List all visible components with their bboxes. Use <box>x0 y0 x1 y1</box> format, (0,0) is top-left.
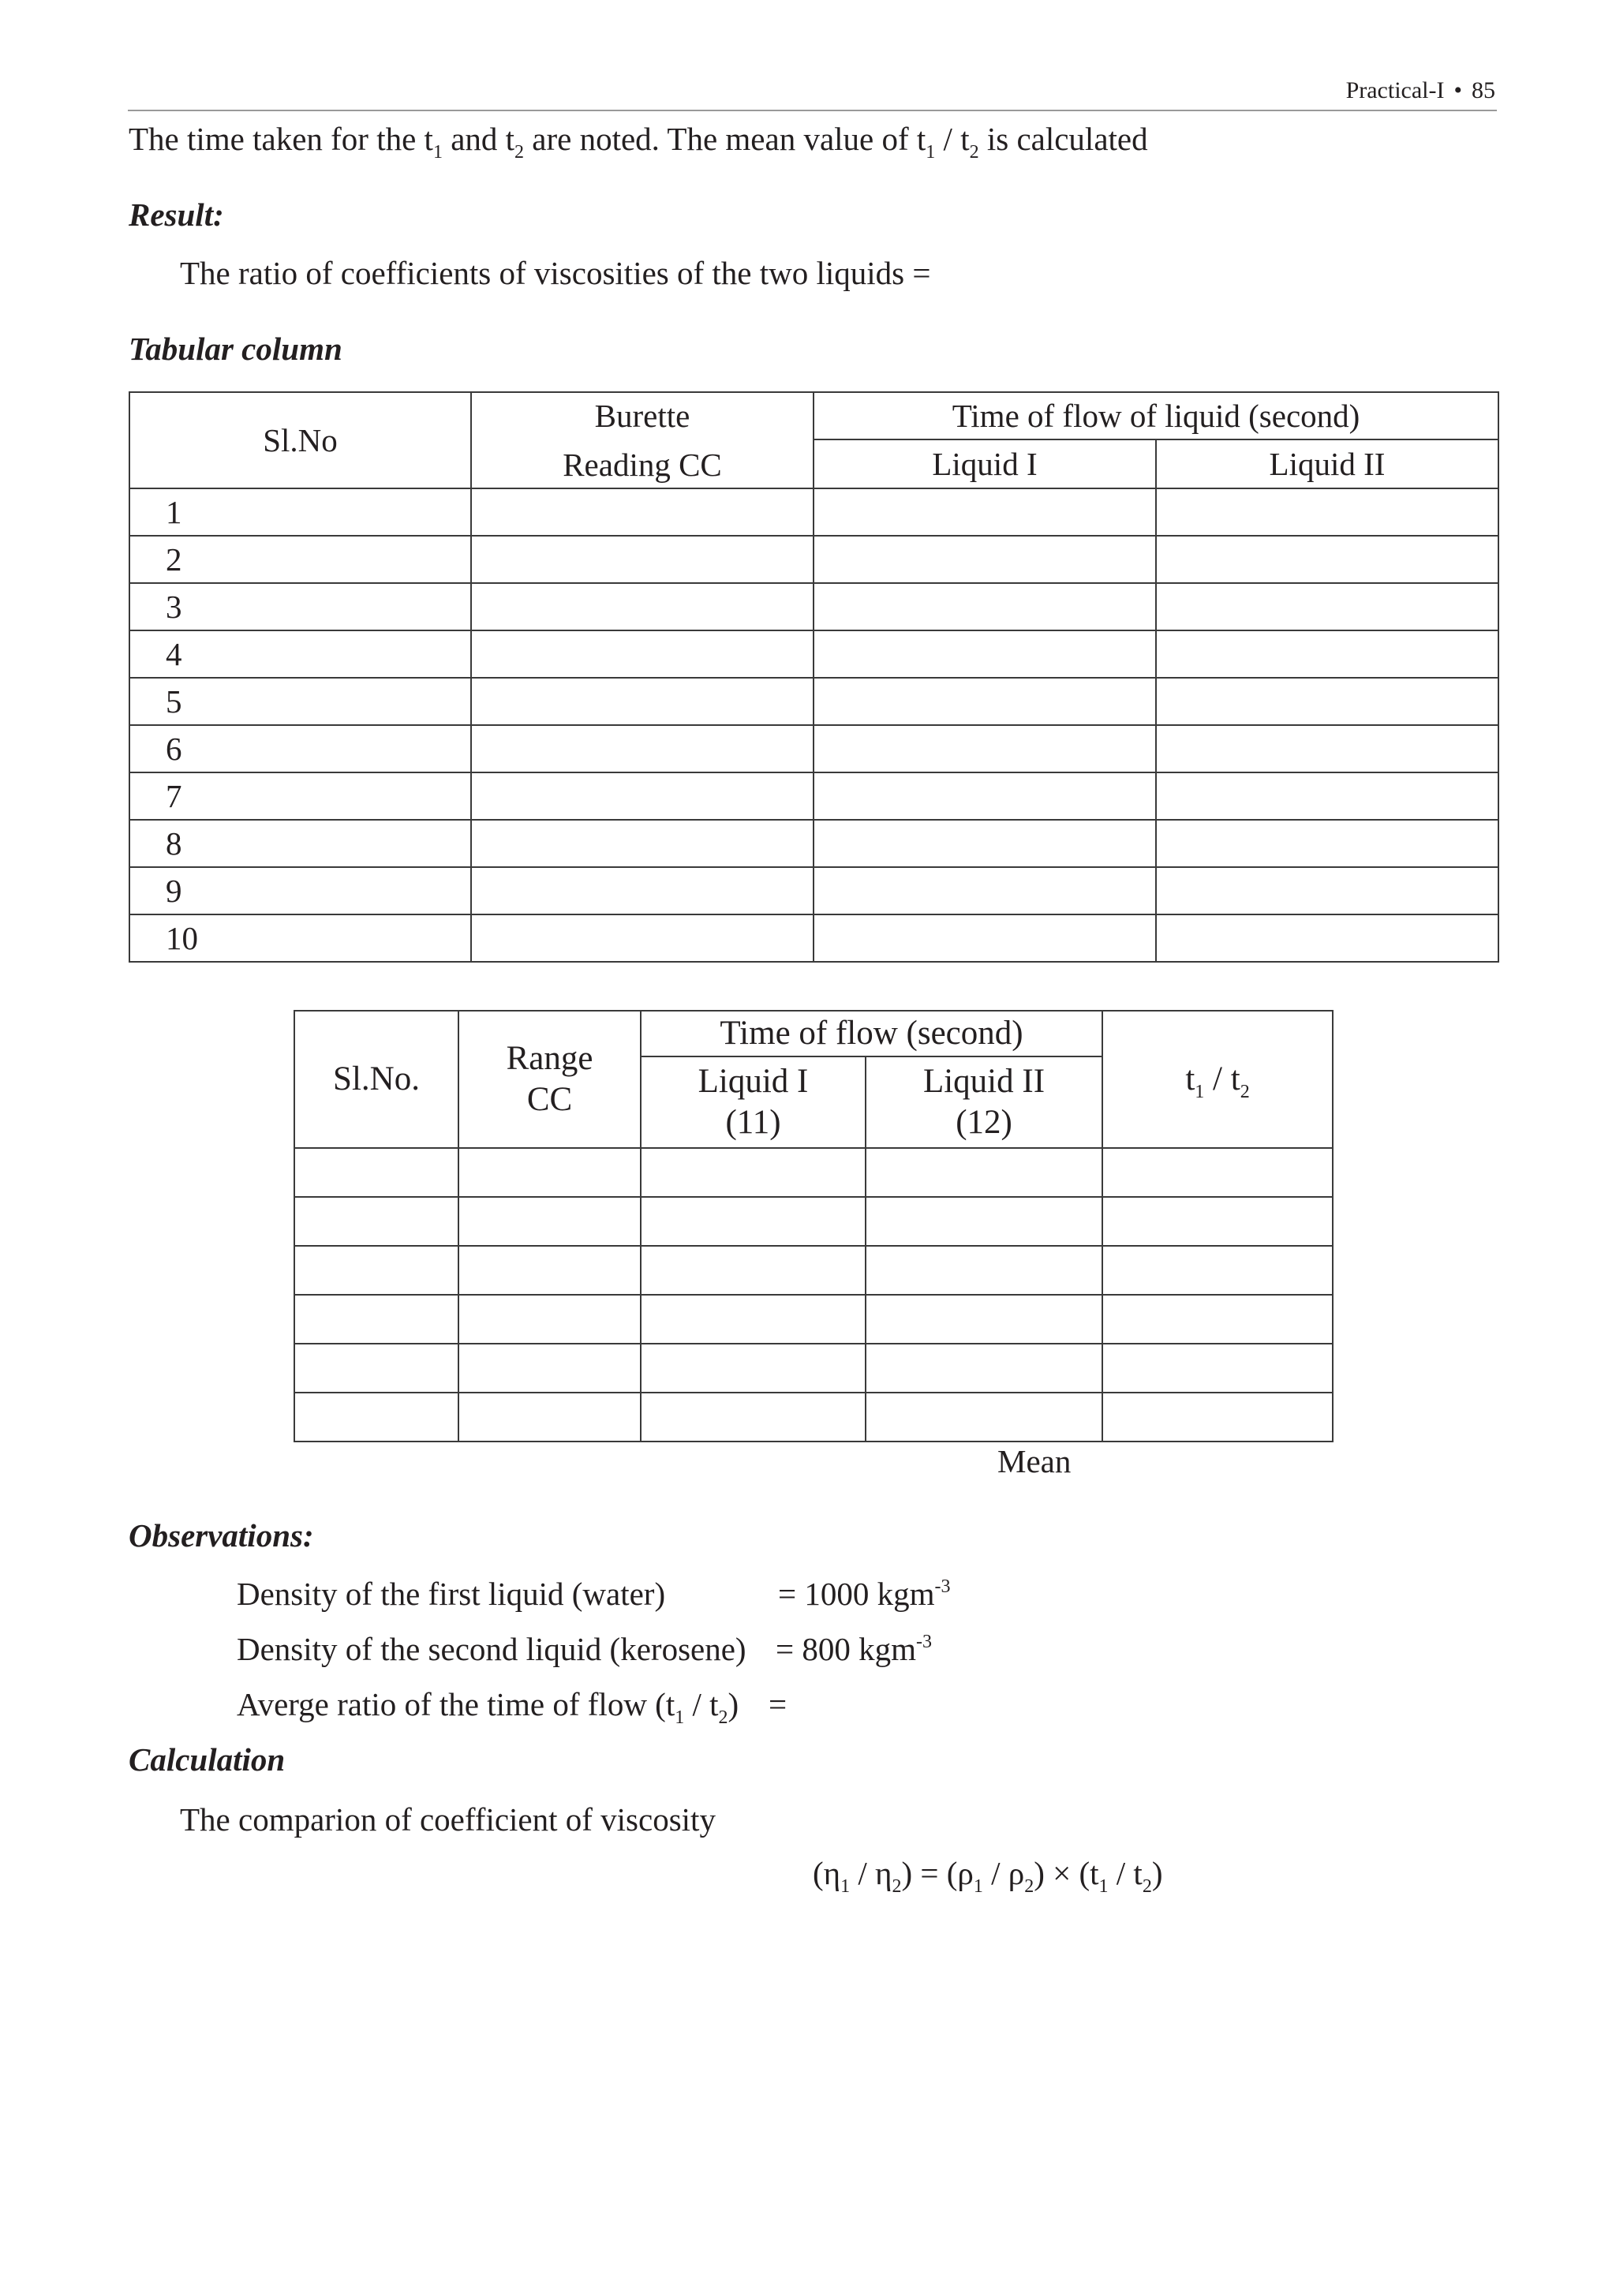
row-number: 2 <box>129 536 471 583</box>
row-number: 7 <box>129 772 471 820</box>
empty-cell <box>814 488 1156 536</box>
obs-value-sup: -3 <box>934 1576 951 1597</box>
row-number: 6 <box>129 725 471 772</box>
empty-cell <box>814 536 1156 583</box>
empty-cell <box>814 772 1156 820</box>
empty-cell <box>866 1197 1102 1246</box>
table-row <box>129 867 1498 914</box>
formula-part: ) = (ρ <box>901 1855 974 1891</box>
empty-cell <box>458 1295 641 1344</box>
empty-cell <box>1156 867 1498 914</box>
intro-sub: 1 <box>926 142 936 163</box>
formula-part: ) × (t <box>1034 1855 1099 1891</box>
avg-part: ) <box>728 1686 739 1722</box>
obs-density-kerosene-label: Density of the second liquid (kerosene) <box>237 1631 746 1667</box>
col-header-slno: Sl.No <box>129 392 471 488</box>
empty-cell <box>471 678 814 725</box>
intro-sub: 2 <box>969 142 979 163</box>
col-header-liquid2-line2: (12) <box>956 1104 1012 1141</box>
col-header-burette-line1: Burette <box>594 398 690 434</box>
col-header-ratio <box>1102 1011 1333 1148</box>
formula-sub: 1 <box>1098 1876 1109 1897</box>
col-header-range-line1: Range <box>506 1040 593 1077</box>
col-header-liquid1 <box>641 1056 866 1148</box>
ratio-part: t <box>1185 1060 1195 1098</box>
col-header-liquid2: Liquid II <box>1156 439 1498 488</box>
empty-cell <box>458 1148 641 1197</box>
empty-cell <box>294 1344 458 1393</box>
empty-cell <box>471 820 814 867</box>
obs-average-ratio-label <box>237 1685 739 1728</box>
empty-cell <box>1156 536 1498 583</box>
empty-cell <box>458 1344 641 1393</box>
tabular-heading: Tabular column <box>129 331 342 367</box>
table-row <box>294 1393 1333 1442</box>
header-rule <box>128 110 1497 111</box>
empty-cell <box>471 725 814 772</box>
avg-part: / t <box>684 1686 719 1722</box>
formula-part: ) <box>1151 1855 1163 1891</box>
empty-cell <box>1156 914 1498 962</box>
col-header-burette <box>471 392 814 488</box>
result-heading: Result: <box>129 196 224 233</box>
obs-average-ratio-eq: = <box>769 1686 787 1722</box>
col-header-time-group: Time of flow of liquid (second) <box>814 392 1498 439</box>
table-row <box>129 630 1498 678</box>
empty-cell <box>1156 488 1498 536</box>
empty-cell <box>814 867 1156 914</box>
table-row <box>294 1246 1333 1295</box>
row-number: 1 <box>129 488 471 536</box>
table-row <box>129 772 1498 820</box>
empty-cell <box>1156 678 1498 725</box>
col-header-time-group: Time of flow (second) <box>641 1011 1102 1056</box>
empty-cell <box>641 1344 866 1393</box>
col-header-liquid2-line1: Liquid II <box>922 1063 1046 1100</box>
row-number: 4 <box>129 630 471 678</box>
intro-part: / t <box>935 121 970 157</box>
row-number: 9 <box>129 867 471 914</box>
empty-cell <box>641 1246 866 1295</box>
empty-cell <box>1156 630 1498 678</box>
header-separator: • <box>1453 77 1462 103</box>
table-row <box>294 1148 1333 1197</box>
obs-density-water-label: Density of the first liquid (water) <box>237 1576 666 1612</box>
empty-cell <box>1156 772 1498 820</box>
avg-sub: 1 <box>675 1707 685 1728</box>
burette-table <box>129 391 1499 963</box>
empty-cell <box>1102 1344 1333 1393</box>
empty-cell <box>1102 1246 1333 1295</box>
page-number: 85 <box>1472 77 1495 103</box>
empty-cell <box>1102 1148 1333 1197</box>
observations-heading: Observations: <box>129 1517 314 1554</box>
empty-cell <box>1156 725 1498 772</box>
empty-cell <box>814 725 1156 772</box>
row-number: 8 <box>129 820 471 867</box>
intro-part: The time taken for the t <box>129 121 433 157</box>
col-header-burette-line2: Reading CC <box>563 447 722 483</box>
empty-cell <box>641 1148 866 1197</box>
obs-value-sup: -3 <box>916 1632 933 1652</box>
avg-part: Averge ratio of the time of flow (t <box>237 1686 675 1722</box>
empty-cell <box>458 1246 641 1295</box>
obs-value-text: = 1000 kgm <box>778 1576 935 1612</box>
range-table <box>294 1010 1334 1442</box>
result-text: The ratio of coefficients of viscosities of the two liquids = <box>180 255 931 291</box>
col-header-slno: Sl.No. <box>294 1011 458 1148</box>
formula-part: / ρ <box>982 1855 1025 1891</box>
formula-part: / η <box>850 1855 892 1891</box>
empty-cell <box>814 678 1156 725</box>
empty-cell <box>471 772 814 820</box>
empty-cell <box>814 583 1156 630</box>
obs-value-text: = 800 kgm <box>776 1631 917 1667</box>
table-row <box>129 488 1498 536</box>
empty-cell <box>1102 1295 1333 1344</box>
row-number: 3 <box>129 583 471 630</box>
formula-sub: 2 <box>1024 1876 1034 1897</box>
col-header-liquid1: Liquid I <box>814 439 1156 488</box>
empty-cell <box>471 488 814 536</box>
empty-cell <box>1102 1393 1333 1442</box>
empty-cell <box>471 867 814 914</box>
empty-cell <box>641 1197 866 1246</box>
intro-part: and t <box>442 121 515 157</box>
col-header-liquid1-line1: Liquid I <box>698 1063 809 1100</box>
empty-cell <box>471 630 814 678</box>
intro-text <box>129 120 1148 163</box>
empty-cell <box>1156 583 1498 630</box>
empty-cell <box>294 1246 458 1295</box>
intro-part: is calculated <box>978 121 1148 157</box>
calculation-heading: Calculation <box>129 1741 286 1778</box>
empty-cell <box>294 1393 458 1442</box>
table-row <box>294 1344 1333 1393</box>
col-header-liquid1-line2: (11) <box>725 1104 781 1141</box>
ratio-sub: 2 <box>1240 1082 1250 1102</box>
formula-sub: 2 <box>892 1876 902 1897</box>
table-row <box>129 914 1498 962</box>
obs-density-kerosene-value <box>776 1630 932 1668</box>
viscosity-formula <box>813 1854 1163 1897</box>
empty-cell <box>641 1393 866 1442</box>
formula-part: / t <box>1108 1855 1143 1891</box>
avg-sub: 2 <box>718 1707 728 1728</box>
empty-cell <box>458 1393 641 1442</box>
row-number: 10 <box>129 914 471 962</box>
col-header-range <box>458 1011 641 1148</box>
intro-sub: 1 <box>432 142 443 163</box>
intro-sub: 2 <box>514 142 525 163</box>
empty-cell <box>471 583 814 630</box>
table-row <box>129 536 1498 583</box>
obs-density-water-value <box>778 1575 951 1613</box>
intro-part: are noted. The mean value of t <box>524 121 926 157</box>
table-row <box>129 678 1498 725</box>
ratio-part: / t <box>1204 1060 1240 1098</box>
empty-cell <box>458 1197 641 1246</box>
empty-cell <box>471 536 814 583</box>
row-number: 5 <box>129 678 471 725</box>
empty-cell <box>866 1344 1102 1393</box>
col-header-range-line2: CC <box>526 1081 573 1118</box>
formula-part: (η <box>813 1855 841 1891</box>
empty-cell <box>866 1393 1102 1442</box>
table-row <box>294 1197 1333 1246</box>
calculation-text: The comparion of coefficient of viscosity <box>180 1801 716 1838</box>
page-header <box>1184 77 1495 104</box>
col-header-liquid2 <box>866 1056 1102 1148</box>
empty-cell <box>866 1295 1102 1344</box>
table-row <box>294 1295 1333 1344</box>
empty-cell <box>471 914 814 962</box>
empty-cell <box>814 630 1156 678</box>
formula-sub: 2 <box>1142 1876 1152 1897</box>
empty-cell <box>814 820 1156 867</box>
empty-cell <box>1102 1197 1333 1246</box>
empty-cell <box>1156 820 1498 867</box>
formula-sub: 1 <box>973 1876 983 1897</box>
table-row <box>129 820 1498 867</box>
table-row <box>129 725 1498 772</box>
empty-cell <box>294 1295 458 1344</box>
formula-sub: 1 <box>840 1876 851 1897</box>
empty-cell <box>866 1246 1102 1295</box>
empty-cell <box>641 1295 866 1344</box>
empty-cell <box>294 1197 458 1246</box>
empty-cell <box>814 914 1156 962</box>
mean-label: Mean <box>997 1443 1072 1479</box>
empty-cell <box>866 1148 1102 1197</box>
empty-cell <box>294 1148 458 1197</box>
ratio-sub: 1 <box>1195 1082 1205 1102</box>
section-title: Practical-I <box>1345 77 1445 103</box>
table-row <box>129 583 1498 630</box>
